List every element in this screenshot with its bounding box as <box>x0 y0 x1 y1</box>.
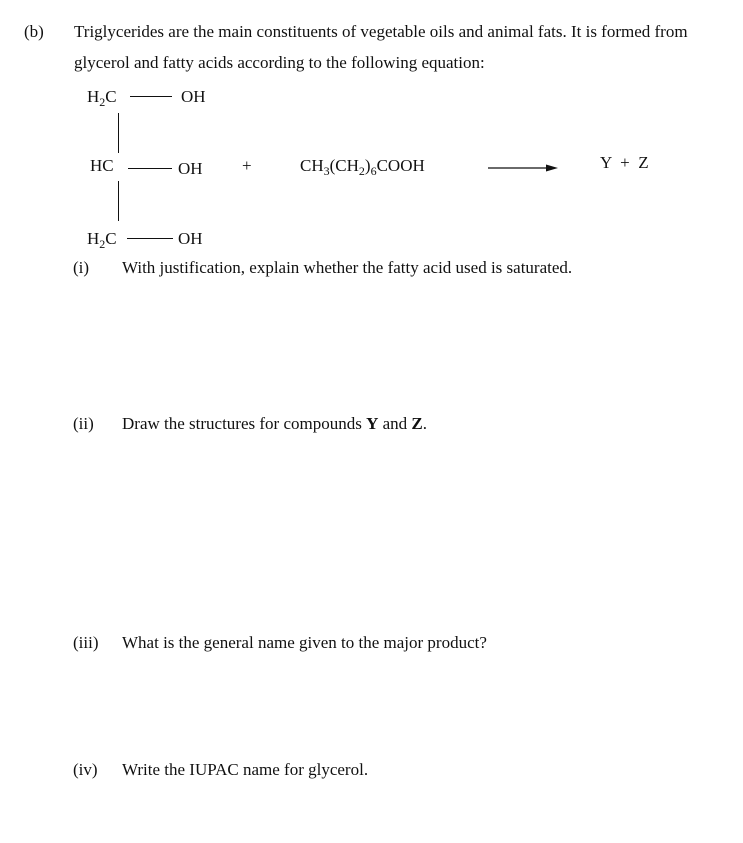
reaction-arrow <box>488 162 563 174</box>
intro-line-2: glycerol and fatty acids according to the following equation: <box>74 53 485 72</box>
oh-bottom: OH <box>178 229 203 248</box>
plus-sign: + <box>242 156 252 175</box>
oh-mid: OH <box>178 159 203 178</box>
oh-top: OH <box>181 87 206 106</box>
h2c-top: $H_2C$ <box>87 87 117 109</box>
question-iv-text: Write the IUPAC name for glycerol. <box>122 760 369 779</box>
question-i-number: (i) <box>73 258 90 277</box>
question-iv-number: (iv) <box>73 760 98 779</box>
bond-mid <box>128 168 172 169</box>
bond-vertical-upper <box>118 113 119 153</box>
fatty-acid-formula: $CH_3(CH_2)_6COOH$ <box>300 156 425 178</box>
question-i-text: With justification, explain whether the fatty acid used is saturated. <box>122 258 573 277</box>
h2c-bottom: $H_2C$ <box>87 229 117 251</box>
question-ii-number: (ii) <box>73 414 94 433</box>
part-label: (b) <box>24 22 44 41</box>
bond-top <box>130 96 172 97</box>
bond-bottom <box>127 238 173 239</box>
question-ii-text: Draw the structures for compounds Y and Z. <box>122 414 427 433</box>
hc-mid: HC <box>90 156 114 175</box>
question-iii-number: (iii) <box>73 633 99 652</box>
products: Y + Z <box>600 153 649 172</box>
bond-vertical-lower <box>118 181 119 221</box>
intro-line-1: Triglycerides are the main constituents of vegetable oils and animal fats. It is formed from <box>74 22 688 41</box>
question-iii-text: What is the general name given to the major product? <box>122 633 487 652</box>
